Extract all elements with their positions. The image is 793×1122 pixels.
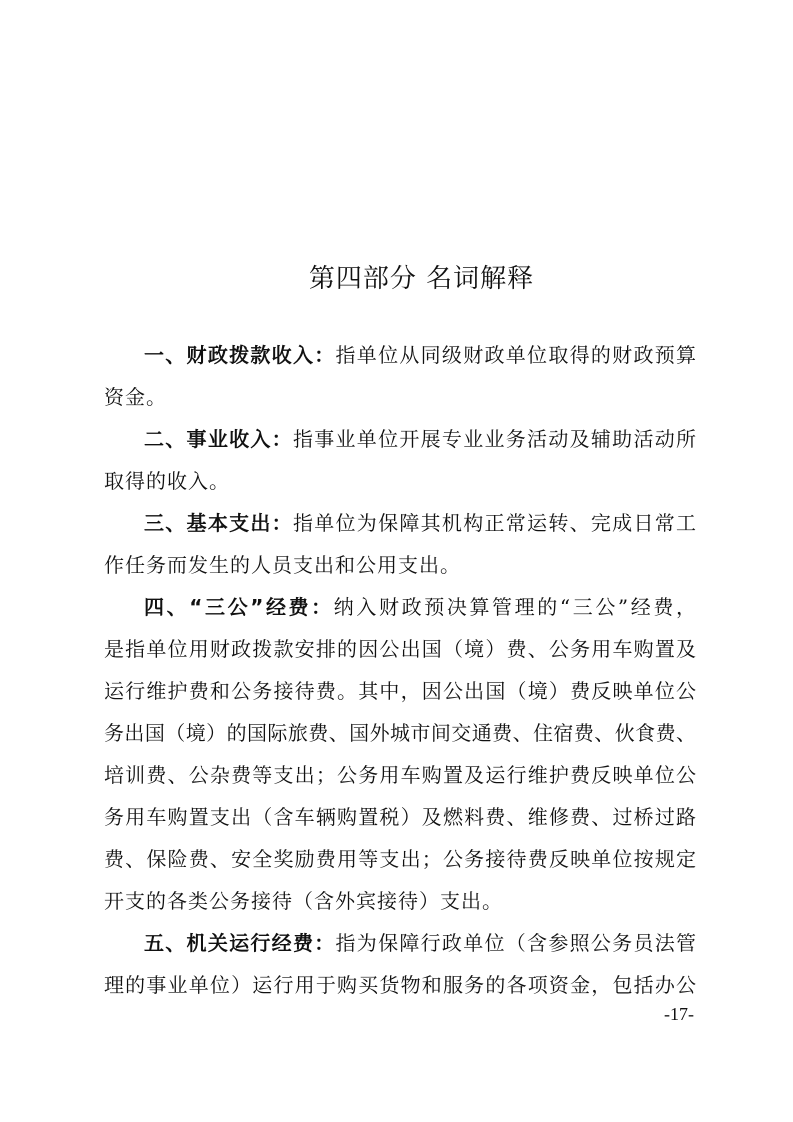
section-title: 第四部分 名词解释 bbox=[308, 264, 535, 294]
paragraph-line bbox=[104, 460, 696, 502]
definition-paragraph bbox=[104, 502, 696, 586]
definition-term: 二、事业收入： bbox=[144, 427, 293, 451]
definition-text: 资金。 bbox=[104, 385, 167, 409]
definition-text: 开支的各类公务接待（含外宾接待）支出。 bbox=[104, 889, 503, 913]
paragraph-line bbox=[104, 712, 696, 754]
paragraph-line bbox=[104, 586, 696, 628]
definition-text: 运行维护费和公务接待费。其中，因公出国（境）费反映单位公 bbox=[104, 679, 696, 703]
definition-term: 四、“三公”经费： bbox=[144, 595, 334, 619]
definition-text: 作任务而发生的人员支出和公用支出。 bbox=[104, 553, 461, 577]
definition-paragraph bbox=[104, 418, 696, 502]
paragraph-line bbox=[104, 880, 696, 922]
paragraph-line bbox=[104, 334, 696, 376]
definition-term: 三、基本支出： bbox=[144, 511, 293, 535]
paragraph-line bbox=[104, 754, 696, 796]
definition-text: 务用车购置支出（含车辆购置税）及燃料费、维修费、过桥过路 bbox=[104, 805, 696, 829]
paragraph-line bbox=[104, 964, 696, 1006]
definition-paragraph bbox=[104, 334, 696, 418]
definition-text: 理的事业单位）运行用于购买货物和服务的各项资金，包括办公 bbox=[104, 973, 696, 997]
definition-text: 纳入财政预决算管理的“三公”经费， bbox=[333, 595, 696, 619]
paragraph-line bbox=[104, 544, 696, 586]
paragraph-line bbox=[104, 922, 696, 964]
definition-text: 指单位为保障其机构正常运转、完成日常工 bbox=[292, 511, 696, 535]
definition-text: 指单位从同级财政单位取得的财政预算 bbox=[335, 343, 696, 367]
definition-text: 务出国（境）的国际旅费、国外城市间交通费、住宿费、伙食费、 bbox=[104, 721, 696, 745]
paragraph-line bbox=[104, 670, 696, 712]
paragraph-line bbox=[104, 796, 696, 838]
paragraph-line bbox=[104, 502, 696, 544]
paragraph-line bbox=[104, 838, 696, 880]
definition-text: 费、保险费、安全奖励费用等支出；公务接待费反映单位按规定 bbox=[104, 847, 696, 871]
document-body bbox=[104, 334, 696, 1006]
page-number: -17- bbox=[664, 1004, 694, 1024]
definition-paragraph bbox=[104, 586, 696, 922]
definition-text: 培训费、公杂费等支出；公务用车购置及运行维护费反映单位公 bbox=[104, 763, 696, 787]
definition-term: 五、机关运行经费： bbox=[144, 931, 336, 955]
paragraph-line bbox=[104, 376, 696, 418]
definition-text: 指为保障行政单位（含参照公务员法管 bbox=[335, 931, 696, 955]
definition-text: 取得的收入。 bbox=[104, 469, 230, 493]
paragraph-line bbox=[104, 418, 696, 460]
definition-text: 指事业单位开展专业业务活动及辅助活动所 bbox=[292, 427, 696, 451]
definition-paragraph bbox=[104, 922, 696, 1006]
paragraph-line bbox=[104, 628, 696, 670]
definition-term: 一、财政拨款收入： bbox=[144, 343, 336, 367]
definition-text: 是指单位用财政拨款安排的因公出国（境）费、公务用车购置及 bbox=[104, 637, 696, 661]
